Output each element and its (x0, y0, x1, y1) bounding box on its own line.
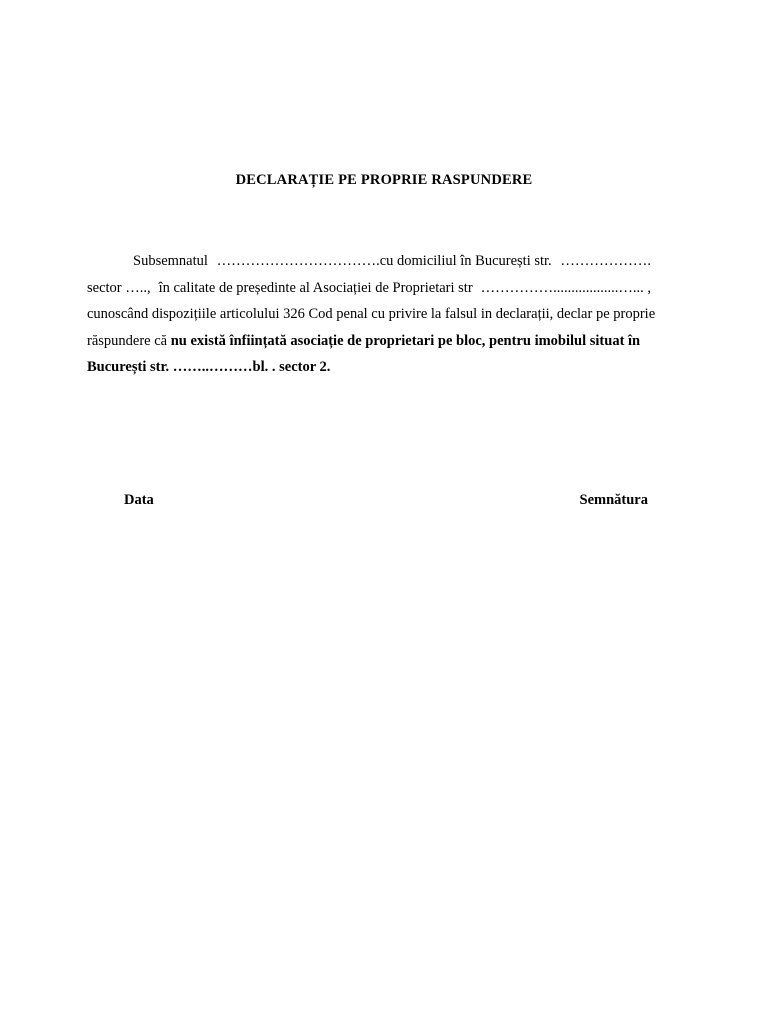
paragraph-line-5: București str. ……..………bl. . sector 2. (87, 359, 331, 375)
line-4-normal-text: răspundere că (87, 332, 171, 349)
signature-label: Semnătura (579, 492, 648, 508)
line-1-part-c: ………………. (560, 253, 651, 269)
line-1-part-a: Subsemnatul (133, 253, 208, 269)
paragraph-line-4 (87, 328, 651, 355)
date-label: Data (124, 492, 154, 508)
line-2-part-c: ……………..................…... , (480, 279, 651, 296)
document-title: DECLARAȚIE PE PROPRIE RASPUNDERE (235, 172, 533, 188)
line-2-part-a: sector ….., (87, 279, 151, 296)
line-4-bold-text: nu există înființată asociație de proprietari pe bloc, pentru imobilul situat în (170, 332, 641, 349)
paragraph-line-3: cunoscând dispozițiile articolului 326 Cod penal cu privire la falsul in declarații, declar pe proprie (87, 306, 656, 322)
paragraph-line-2 (87, 275, 651, 302)
line-1-part-b: …………………………….cu domiciliul în București str. (216, 253, 552, 269)
line-2-part-b: în calitate de președinte al Asociației de Proprietari str (158, 279, 473, 296)
declaration-paragraph (87, 248, 656, 381)
paragraph-line-1 (87, 248, 651, 275)
